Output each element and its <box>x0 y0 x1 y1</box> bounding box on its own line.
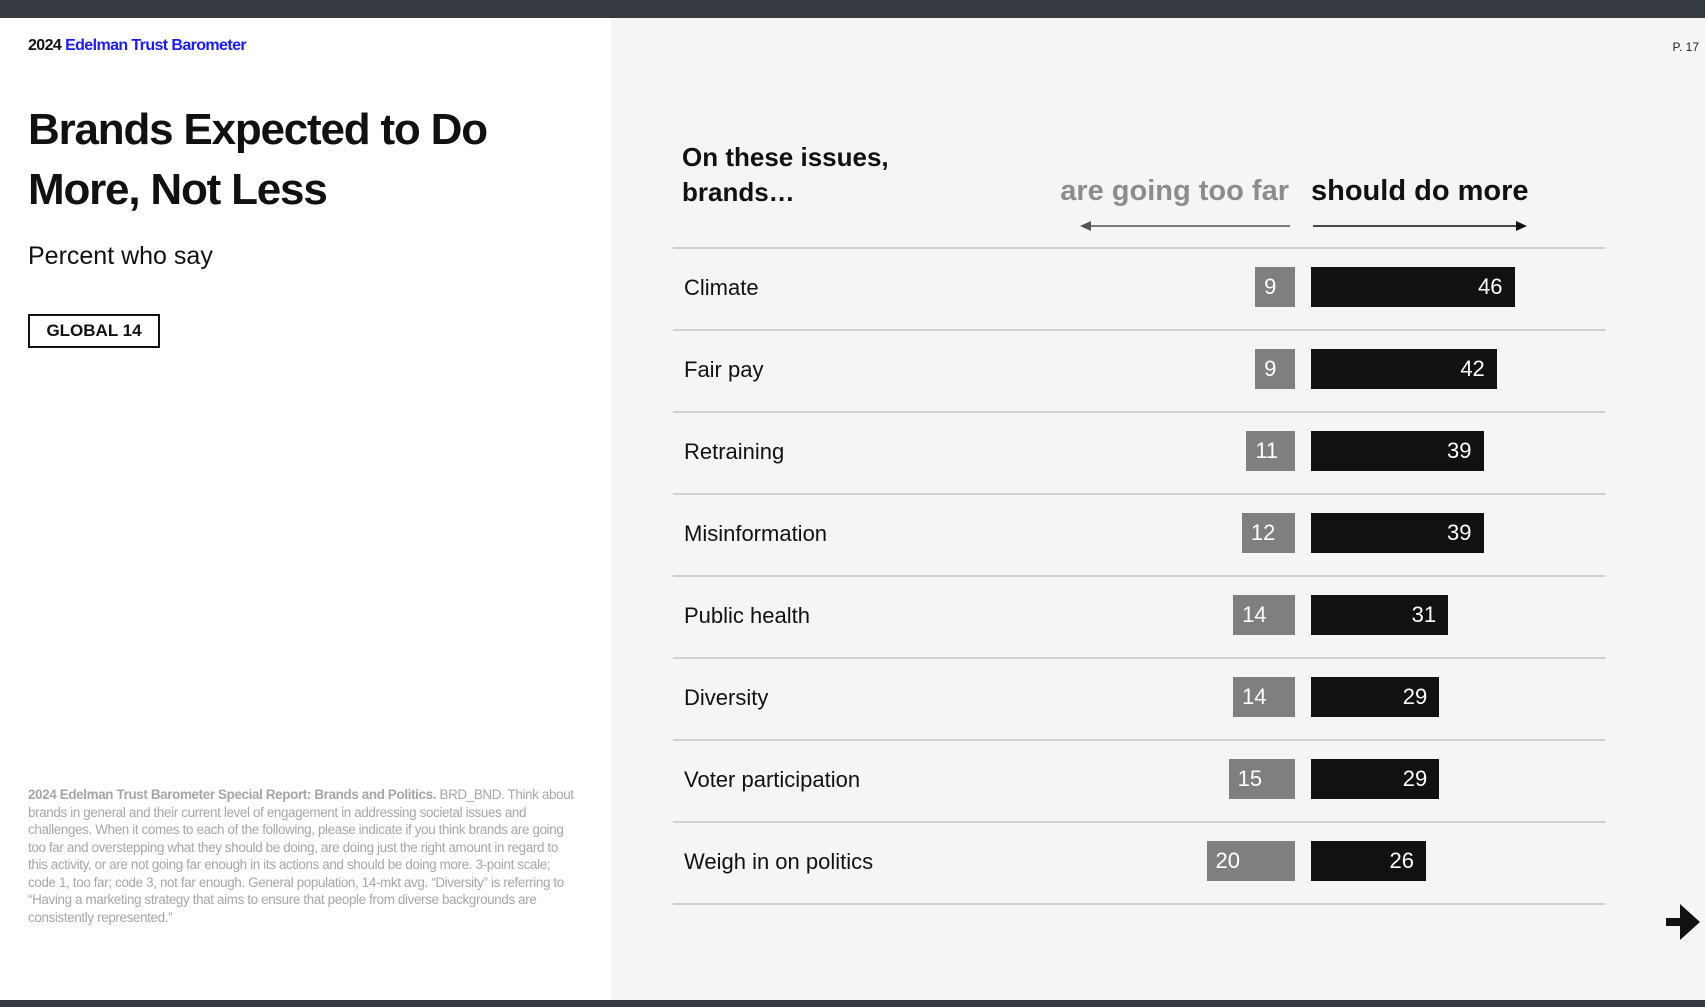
row-divider <box>673 493 1605 495</box>
next-page-arrow-icon[interactable] <box>1666 904 1700 940</box>
page-subtitle: Percent who say <box>28 242 213 270</box>
data-label-too-far: 20 <box>1215 848 1240 873</box>
data-label-too-far: 15 <box>1237 766 1263 791</box>
data-label-do-more: 39 <box>1447 438 1472 463</box>
data-label-do-more: 26 <box>1389 848 1415 873</box>
data-label-too-far: 14 <box>1242 602 1267 627</box>
window-bottom-bar <box>0 1000 1705 1007</box>
data-label-too-far: 12 <box>1250 520 1276 545</box>
arrow-right-icon <box>1313 220 1527 232</box>
row-divider <box>673 739 1605 741</box>
row-divider <box>673 657 1605 659</box>
footnote-source: 2024 Edelman Trust Barometer Special Report: Brands and Politics. <box>28 787 437 802</box>
chart-question-heading: On these issues, brands… <box>682 142 889 207</box>
data-label-do-more: 42 <box>1460 356 1485 381</box>
data-label-do-more: 29 <box>1402 684 1428 709</box>
data-label-do-more: 39 <box>1447 520 1472 545</box>
row-divider <box>673 903 1605 905</box>
footnote <box>28 786 576 926</box>
global-badge: GLOBAL 14 <box>28 314 160 348</box>
brand-year: 2024 <box>28 37 62 54</box>
data-label-too-far: 9 <box>1264 274 1277 299</box>
footnote-text: BRD_BND. Think about brands in general and their current level of engagement in addressing societal issues and challenges. When it comes to each of the following, please indicate if you think brands are going too far and overstepping what they should be doing, are doing just the right amount in regard to this activity, or are not going far enough in its actions and should be doing more. 3-point scale; code 1, too far; code 3, not far enough. General population, 14-mkt avg. “Diversity” is referring to “Having a marketing strategy that aims to ensure that people from diverse backgrounds are consistently represented.” <box>28 787 574 925</box>
legend-do-more: should do more <box>1311 175 1529 207</box>
data-label-do-more: 29 <box>1402 766 1428 791</box>
arrow-left-icon <box>1080 220 1290 232</box>
category-label: Voter participation <box>684 767 861 792</box>
row-divider <box>673 411 1605 413</box>
legend-too-far: are going too far <box>1060 175 1289 207</box>
brand-logo <box>28 37 246 55</box>
data-label-too-far: 9 <box>1264 356 1277 381</box>
category-label: Misinformation <box>684 521 828 546</box>
row-divider <box>673 575 1605 577</box>
category-label: Fair pay <box>684 357 764 382</box>
category-label: Retraining <box>684 439 785 464</box>
data-label-too-far: 14 <box>1242 684 1267 709</box>
category-label: Public health <box>684 603 810 628</box>
window-top-bar <box>0 0 1705 18</box>
data-label-do-more: 31 <box>1411 602 1437 627</box>
data-label-too-far: 11 <box>1255 438 1279 463</box>
page-number: P. 17 <box>1672 40 1699 54</box>
brand-name: Edelman Trust Barometer <box>65 37 246 54</box>
category-label: Weigh in on politics <box>684 849 874 874</box>
diverging-bar-chart <box>673 247 1605 907</box>
row-divider <box>673 821 1605 823</box>
data-label-do-more: 46 <box>1478 274 1503 299</box>
page-title: Brands Expected to Do More, Not Less <box>28 105 487 214</box>
row-divider <box>673 329 1605 331</box>
category-label: Climate <box>684 275 759 300</box>
category-label: Diversity <box>684 685 769 710</box>
row-divider <box>673 247 1605 249</box>
